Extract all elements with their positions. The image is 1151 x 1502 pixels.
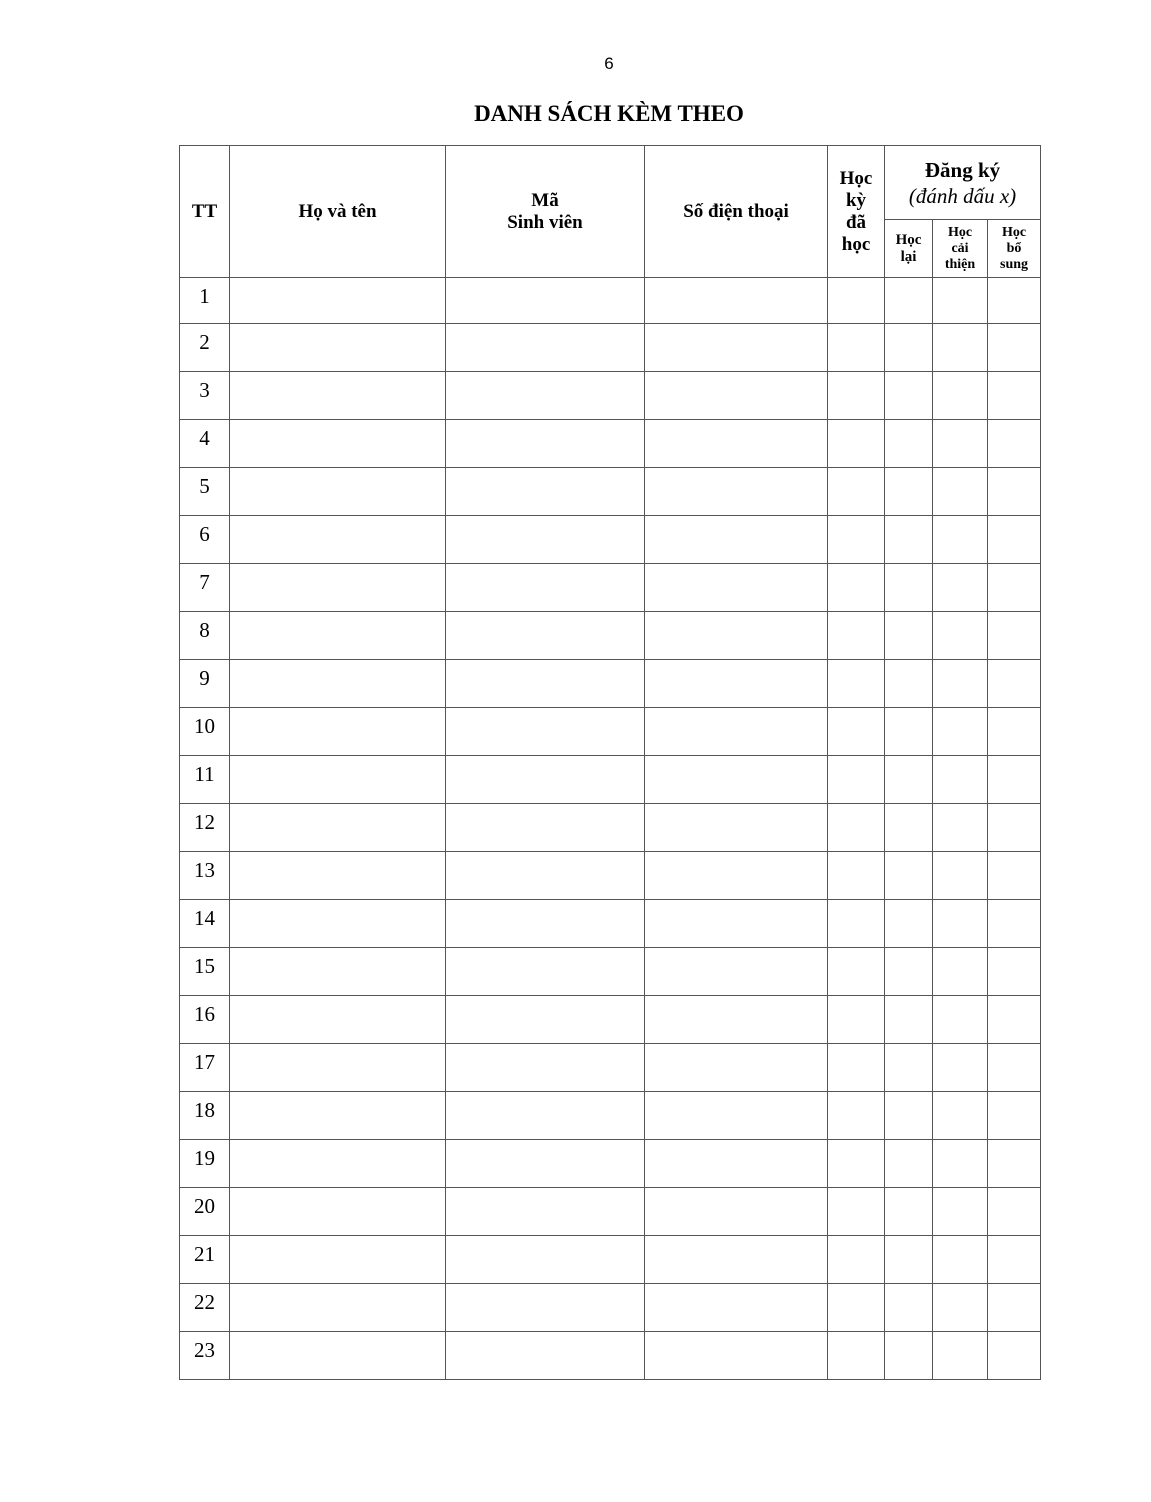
retake-cell (885, 660, 933, 708)
improve-cell (933, 1236, 988, 1284)
retake-cell (885, 756, 933, 804)
phone-cell (645, 278, 828, 324)
table-row (180, 948, 1041, 996)
improve-cell (933, 372, 988, 420)
table-row (180, 1188, 1041, 1236)
registration-table (179, 145, 1041, 1380)
header-semester (828, 146, 885, 278)
improve-cell (933, 468, 988, 516)
semester-cell (828, 1284, 885, 1332)
semester-cell (828, 852, 885, 900)
student-id-cell (446, 278, 645, 324)
phone-cell (645, 1188, 828, 1236)
retake-cell (885, 804, 933, 852)
improve-cell (933, 996, 988, 1044)
student-id-cell (446, 996, 645, 1044)
table-row (180, 1140, 1041, 1188)
table-row (180, 468, 1041, 516)
row-number: 21 (180, 1236, 230, 1284)
header-name: Họ và tên (230, 146, 446, 278)
improve-cell (933, 852, 988, 900)
row-number: 19 (180, 1140, 230, 1188)
semester-cell (828, 420, 885, 468)
retake-cell (885, 278, 933, 324)
header-improve-line: thiện (944, 256, 976, 272)
phone-cell (645, 1332, 828, 1380)
retake-cell (885, 372, 933, 420)
improve-cell (933, 1284, 988, 1332)
row-number: 9 (180, 660, 230, 708)
name-cell (230, 1188, 446, 1236)
improve-cell (933, 1092, 988, 1140)
improve-cell (933, 612, 988, 660)
row-number: 12 (180, 804, 230, 852)
table-body (180, 278, 1041, 1380)
improve-cell (933, 564, 988, 612)
retake-cell (885, 1044, 933, 1092)
improve-cell (933, 948, 988, 996)
table-row (180, 564, 1041, 612)
table-row (180, 804, 1041, 852)
student-id-cell (446, 1188, 645, 1236)
supplement-cell (988, 372, 1041, 420)
supplement-cell (988, 1236, 1041, 1284)
row-number: 1 (180, 278, 230, 324)
row-number: 4 (180, 420, 230, 468)
header-registration (885, 146, 1041, 220)
name-cell (230, 278, 446, 324)
student-id-cell (446, 564, 645, 612)
student-id-cell (446, 1140, 645, 1188)
semester-cell (828, 948, 885, 996)
phone-cell (645, 372, 828, 420)
table-row (180, 1332, 1041, 1380)
header-semester-line: kỳ (845, 189, 867, 211)
semester-cell (828, 708, 885, 756)
header-student-id (446, 146, 645, 278)
phone-cell (645, 1236, 828, 1284)
student-id-cell (446, 1332, 645, 1380)
retake-cell (885, 420, 933, 468)
table-row (180, 660, 1041, 708)
phone-cell (645, 948, 828, 996)
retake-cell (885, 1092, 933, 1140)
phone-cell (645, 612, 828, 660)
supplement-cell (988, 756, 1041, 804)
name-cell (230, 564, 446, 612)
retake-cell (885, 852, 933, 900)
improve-cell (933, 1140, 988, 1188)
semester-cell (828, 1188, 885, 1236)
student-id-cell (446, 468, 645, 516)
table-row (180, 516, 1041, 564)
row-number: 10 (180, 708, 230, 756)
student-id-cell (446, 420, 645, 468)
header-phone: Số điện thoại (645, 146, 828, 278)
student-id-cell (446, 372, 645, 420)
supplement-cell (988, 1332, 1041, 1380)
supplement-cell (988, 1140, 1041, 1188)
phone-cell (645, 756, 828, 804)
improve-cell (933, 660, 988, 708)
header-semester-line: đã (845, 211, 867, 233)
row-number: 14 (180, 900, 230, 948)
semester-cell (828, 1092, 885, 1140)
row-number: 3 (180, 372, 230, 420)
table-row (180, 996, 1041, 1044)
retake-cell (885, 564, 933, 612)
semester-cell (828, 612, 885, 660)
phone-cell (645, 516, 828, 564)
semester-cell (828, 804, 885, 852)
phone-cell (645, 468, 828, 516)
name-cell (230, 1236, 446, 1284)
row-number: 22 (180, 1284, 230, 1332)
name-cell (230, 1092, 446, 1140)
row-number: 15 (180, 948, 230, 996)
semester-cell (828, 756, 885, 804)
table-row (180, 900, 1041, 948)
name-cell (230, 948, 446, 996)
phone-cell (645, 1140, 828, 1188)
header-retake-line: lại (900, 248, 917, 265)
supplement-cell (988, 1284, 1041, 1332)
page-number: 6 (604, 54, 614, 73)
student-id-cell (446, 324, 645, 372)
name-cell (230, 756, 446, 804)
phone-cell (645, 660, 828, 708)
student-id-cell (446, 612, 645, 660)
semester-cell (828, 278, 885, 324)
supplement-cell (988, 420, 1041, 468)
header-tt: TT (180, 146, 230, 278)
name-cell (230, 1044, 446, 1092)
table-row (180, 420, 1041, 468)
phone-cell (645, 804, 828, 852)
name-cell (230, 324, 446, 372)
phone-cell (645, 708, 828, 756)
retake-cell (885, 1236, 933, 1284)
phone-cell (645, 564, 828, 612)
row-number: 11 (180, 756, 230, 804)
retake-cell (885, 708, 933, 756)
name-cell (230, 852, 446, 900)
header-retake-line: Học (895, 231, 922, 248)
student-id-cell (446, 1284, 645, 1332)
header-supplement-line: sung (1000, 256, 1029, 272)
supplement-cell (988, 1092, 1041, 1140)
row-number: 6 (180, 516, 230, 564)
name-cell (230, 900, 446, 948)
student-id-cell (446, 708, 645, 756)
header-improve-line: cải (951, 240, 969, 256)
name-cell (230, 612, 446, 660)
name-cell (230, 804, 446, 852)
phone-cell (645, 1092, 828, 1140)
improve-cell (933, 1188, 988, 1236)
table-row (180, 852, 1041, 900)
supplement-cell (988, 324, 1041, 372)
phone-cell (645, 420, 828, 468)
supplement-cell (988, 708, 1041, 756)
header-improve-line: Học (947, 224, 973, 240)
table-row (180, 1044, 1041, 1092)
student-id-cell (446, 948, 645, 996)
name-cell (230, 708, 446, 756)
name-cell (230, 1140, 446, 1188)
semester-cell (828, 1332, 885, 1380)
table-row (180, 278, 1041, 324)
header-student-id-line2: Sinh viên (507, 211, 583, 233)
phone-cell (645, 996, 828, 1044)
semester-cell (828, 516, 885, 564)
table-row (180, 612, 1041, 660)
name-cell (230, 996, 446, 1044)
row-number: 8 (180, 612, 230, 660)
improve-cell (933, 1332, 988, 1380)
name-cell (230, 660, 446, 708)
semester-cell (828, 324, 885, 372)
semester-cell (828, 372, 885, 420)
retake-cell (885, 996, 933, 1044)
supplement-cell (988, 278, 1041, 324)
supplement-cell (988, 564, 1041, 612)
retake-cell (885, 1332, 933, 1380)
table-row (180, 324, 1041, 372)
supplement-cell (988, 900, 1041, 948)
supplement-cell (988, 804, 1041, 852)
supplement-cell (988, 612, 1041, 660)
semester-cell (828, 1044, 885, 1092)
improve-cell (933, 756, 988, 804)
header-semester-line: Học (839, 167, 873, 189)
improve-cell (933, 1044, 988, 1092)
semester-cell (828, 1236, 885, 1284)
table-row (180, 708, 1041, 756)
supplement-cell (988, 1188, 1041, 1236)
name-cell (230, 420, 446, 468)
phone-cell (645, 852, 828, 900)
semester-cell (828, 660, 885, 708)
improve-cell (933, 278, 988, 324)
student-id-cell (446, 1236, 645, 1284)
student-id-cell (446, 660, 645, 708)
header-supplement-line: Học (1001, 224, 1027, 240)
table-row (180, 756, 1041, 804)
improve-cell (933, 516, 988, 564)
header-retake (885, 220, 933, 278)
semester-cell (828, 468, 885, 516)
retake-cell (885, 900, 933, 948)
phone-cell (645, 900, 828, 948)
student-id-cell (446, 516, 645, 564)
name-cell (230, 1332, 446, 1380)
table-row (180, 1092, 1041, 1140)
supplement-cell (988, 468, 1041, 516)
student-id-cell (446, 804, 645, 852)
header-improve (933, 220, 988, 278)
improve-cell (933, 708, 988, 756)
header-registration-note: (đánh dấu x) (908, 183, 1017, 208)
semester-cell (828, 996, 885, 1044)
supplement-cell (988, 996, 1041, 1044)
improve-cell (933, 420, 988, 468)
retake-cell (885, 324, 933, 372)
supplement-cell (988, 948, 1041, 996)
header-registration-title: Đăng ký (924, 157, 1001, 182)
header-supplement (988, 220, 1041, 278)
retake-cell (885, 1284, 933, 1332)
supplement-cell (988, 660, 1041, 708)
retake-cell (885, 1140, 933, 1188)
table-row (180, 1236, 1041, 1284)
supplement-cell (988, 516, 1041, 564)
student-id-cell (446, 1044, 645, 1092)
row-number: 17 (180, 1044, 230, 1092)
header-student-id-line1: Mã (531, 189, 559, 211)
row-number: 18 (180, 1092, 230, 1140)
semester-cell (828, 564, 885, 612)
table-row (180, 1284, 1041, 1332)
row-number: 2 (180, 324, 230, 372)
student-id-cell (446, 852, 645, 900)
name-cell (230, 516, 446, 564)
row-number: 20 (180, 1188, 230, 1236)
retake-cell (885, 612, 933, 660)
student-id-cell (446, 900, 645, 948)
row-number: 13 (180, 852, 230, 900)
header-semester-line: học (841, 233, 871, 255)
table-row (180, 372, 1041, 420)
retake-cell (885, 468, 933, 516)
semester-cell (828, 1140, 885, 1188)
retake-cell (885, 516, 933, 564)
phone-cell (645, 1044, 828, 1092)
row-number: 23 (180, 1332, 230, 1380)
retake-cell (885, 948, 933, 996)
row-number: 16 (180, 996, 230, 1044)
semester-cell (828, 900, 885, 948)
student-id-cell (446, 1092, 645, 1140)
header-supplement-line: bổ (1006, 240, 1022, 256)
phone-cell (645, 324, 828, 372)
phone-cell (645, 1284, 828, 1332)
improve-cell (933, 804, 988, 852)
row-number: 7 (180, 564, 230, 612)
improve-cell (933, 900, 988, 948)
row-number: 5 (180, 468, 230, 516)
improve-cell (933, 324, 988, 372)
name-cell (230, 468, 446, 516)
document-title: DANH SÁCH KÈM THEO (474, 101, 744, 126)
name-cell (230, 1284, 446, 1332)
supplement-cell (988, 852, 1041, 900)
student-id-cell (446, 756, 645, 804)
supplement-cell (988, 1044, 1041, 1092)
retake-cell (885, 1188, 933, 1236)
name-cell (230, 372, 446, 420)
